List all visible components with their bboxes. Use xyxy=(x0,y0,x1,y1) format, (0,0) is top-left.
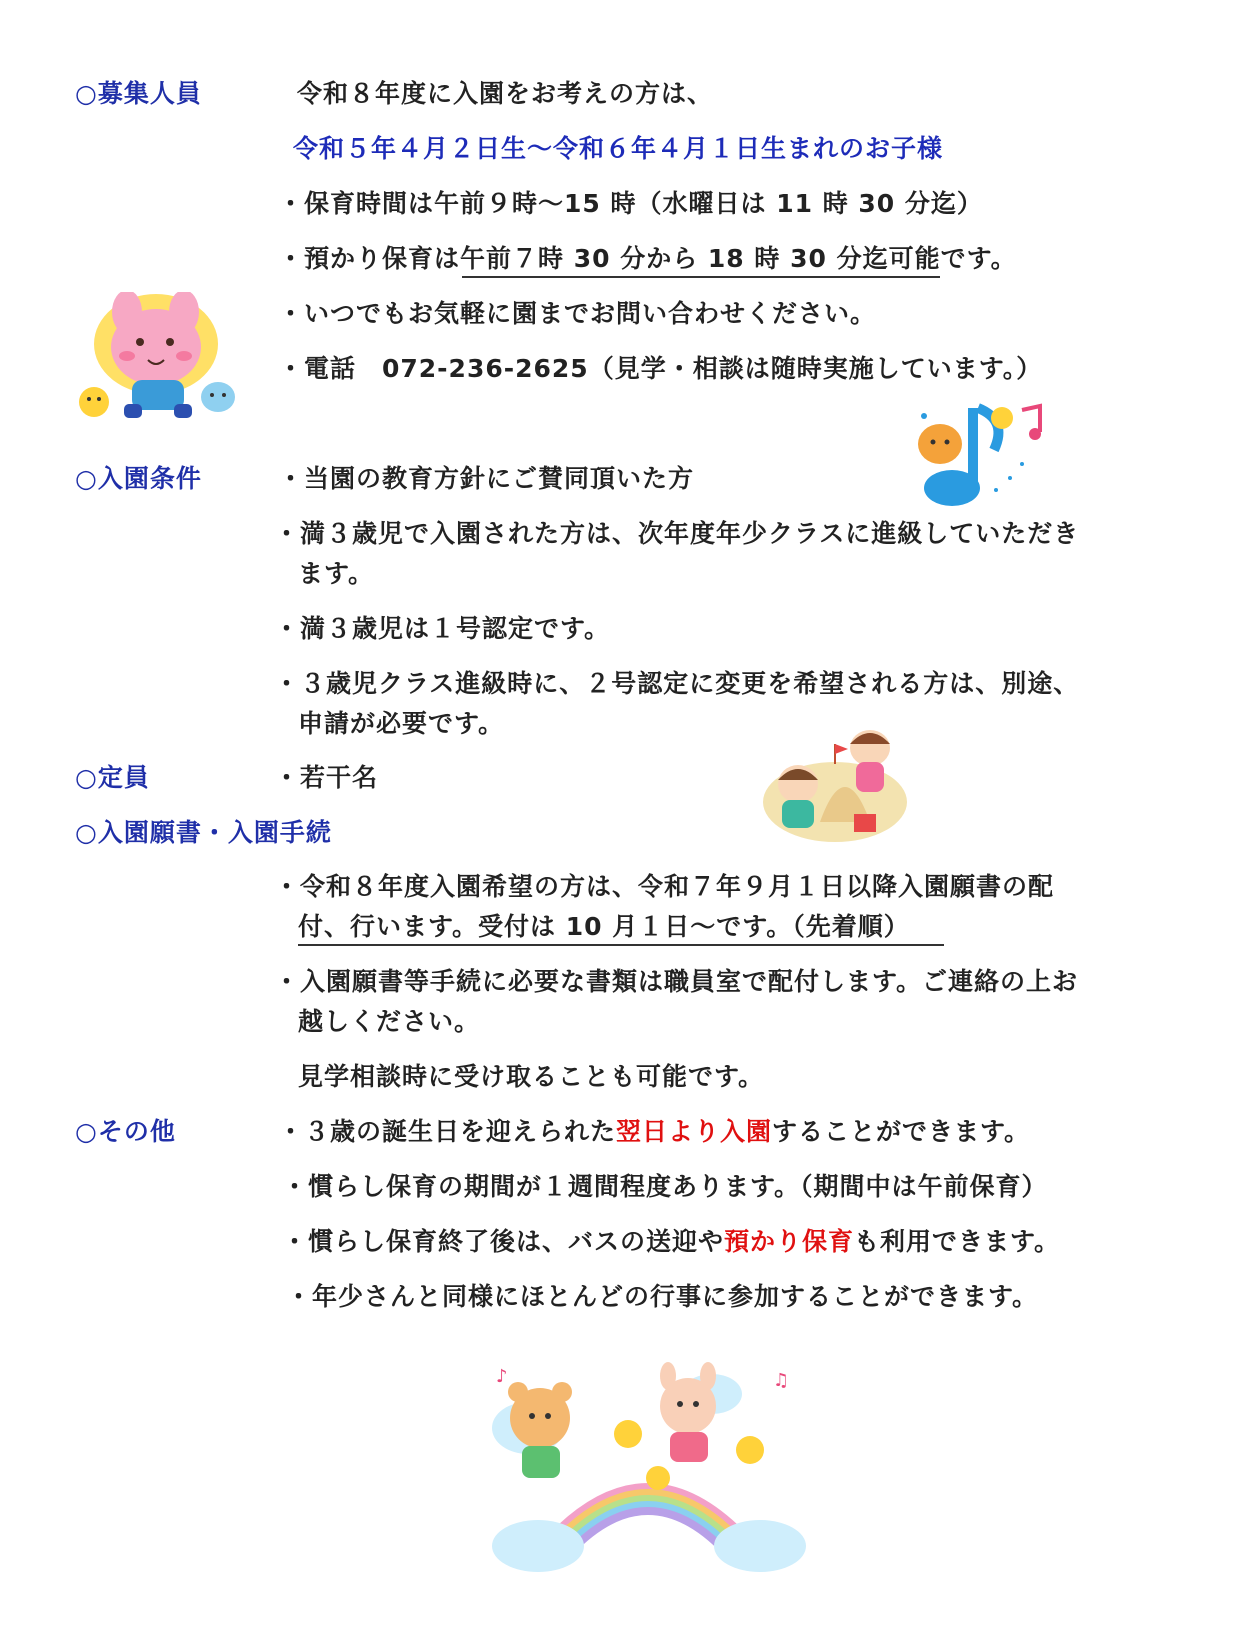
application-2-line-1: ・入園願書等手続に必要な書類は職員室で配付します。ご連絡の上お xyxy=(274,967,1079,996)
other-1-pre: ・３歳の誕生日を迎えられた xyxy=(278,1117,617,1146)
rainbow-bears-illustration xyxy=(488,1362,808,1574)
underline-extended-care xyxy=(462,276,940,278)
recruitment-extended-care xyxy=(278,243,1017,275)
heading-application: ○入園願書・入園手続 xyxy=(75,818,332,847)
other-2: ・慣らし保育の期間が１週間程度あります。（期間中は午前保育） xyxy=(282,1172,1048,1201)
other-3-post: も利用できます。 xyxy=(854,1227,1061,1256)
condition-4-line-2: 申請が必要です。 xyxy=(298,709,505,738)
other-1-red: 翌日より入園 xyxy=(616,1117,773,1146)
svg-text:♪: ♪ xyxy=(496,1366,508,1387)
condition-2-line-1: ・満３歳児で入園された方は、次年度年少クラスに進級していただき xyxy=(274,519,1080,548)
application-3: 見学相談時に受け取ることも可能です。 xyxy=(298,1062,765,1091)
extended-underlined: 午前７時 30 分から 18 時 30 分迄可能 xyxy=(460,244,941,273)
capacity-value: ・若干名 xyxy=(274,763,379,792)
condition-4-line-1: ・３歳児クラス進級時に、２号認定に変更を希望される方は、別途、 xyxy=(274,669,1080,698)
sandbox-illustration xyxy=(760,722,910,844)
recruitment-birth-range: 令和５年４月２日生〜令和６年４月１日生まれのお子様 xyxy=(293,134,944,163)
recruitment-intro: 令和８年度に入園をお考えの方は、 xyxy=(297,79,714,108)
underline-application xyxy=(298,944,944,946)
other-1 xyxy=(278,1116,1030,1148)
other-1-post: することができます。 xyxy=(772,1117,1031,1146)
application-1-line-1: ・令和８年度入園希望の方は、令和７年９月１日以降入園願書の配 xyxy=(274,872,1055,901)
other-4: ・年少さんと同様にほとんどの行事に参加することができます。 xyxy=(286,1282,1039,1311)
extended-pre: ・預かり保育は xyxy=(278,244,461,273)
application-2-line-2: 越しください。 xyxy=(298,1007,481,1036)
heading-conditions: ○入園条件 xyxy=(75,464,202,493)
svg-text:♫: ♫ xyxy=(773,1370,790,1391)
extended-post: です。 xyxy=(940,244,1017,273)
recruitment-inquiry: ・いつでもお気軽に園までお問い合わせください。 xyxy=(278,299,877,328)
heading-recruitment: ○募集人員 xyxy=(75,79,202,108)
condition-2-line-2: ます。 xyxy=(298,559,375,588)
heading-capacity: ○定員 xyxy=(75,763,150,792)
other-3-pre: ・慣らし保育終了後は、バスの送迎や xyxy=(282,1227,725,1256)
application-1-line-2: 付、行います。受付は 10 月１日〜です。（先着順） xyxy=(298,912,910,941)
rabbit-illustration xyxy=(72,292,252,427)
music-cat-illustration xyxy=(910,402,1045,507)
condition-3: ・満３歳児は１号認定です。 xyxy=(274,614,611,643)
other-3-red: 預かり保育 xyxy=(724,1227,855,1256)
condition-1: ・当園の教育方針にご賛同頂いた方 xyxy=(278,464,695,493)
recruitment-hours: ・保育時間は午前９時〜15 時（水曜日は 11 時 30 分迄） xyxy=(278,189,983,218)
other-3 xyxy=(282,1226,1060,1258)
recruitment-phone: ・電話 072-236-2625（見学・相談は随時実施しています。） xyxy=(278,354,1043,383)
heading-other: ○その他 xyxy=(75,1117,176,1146)
